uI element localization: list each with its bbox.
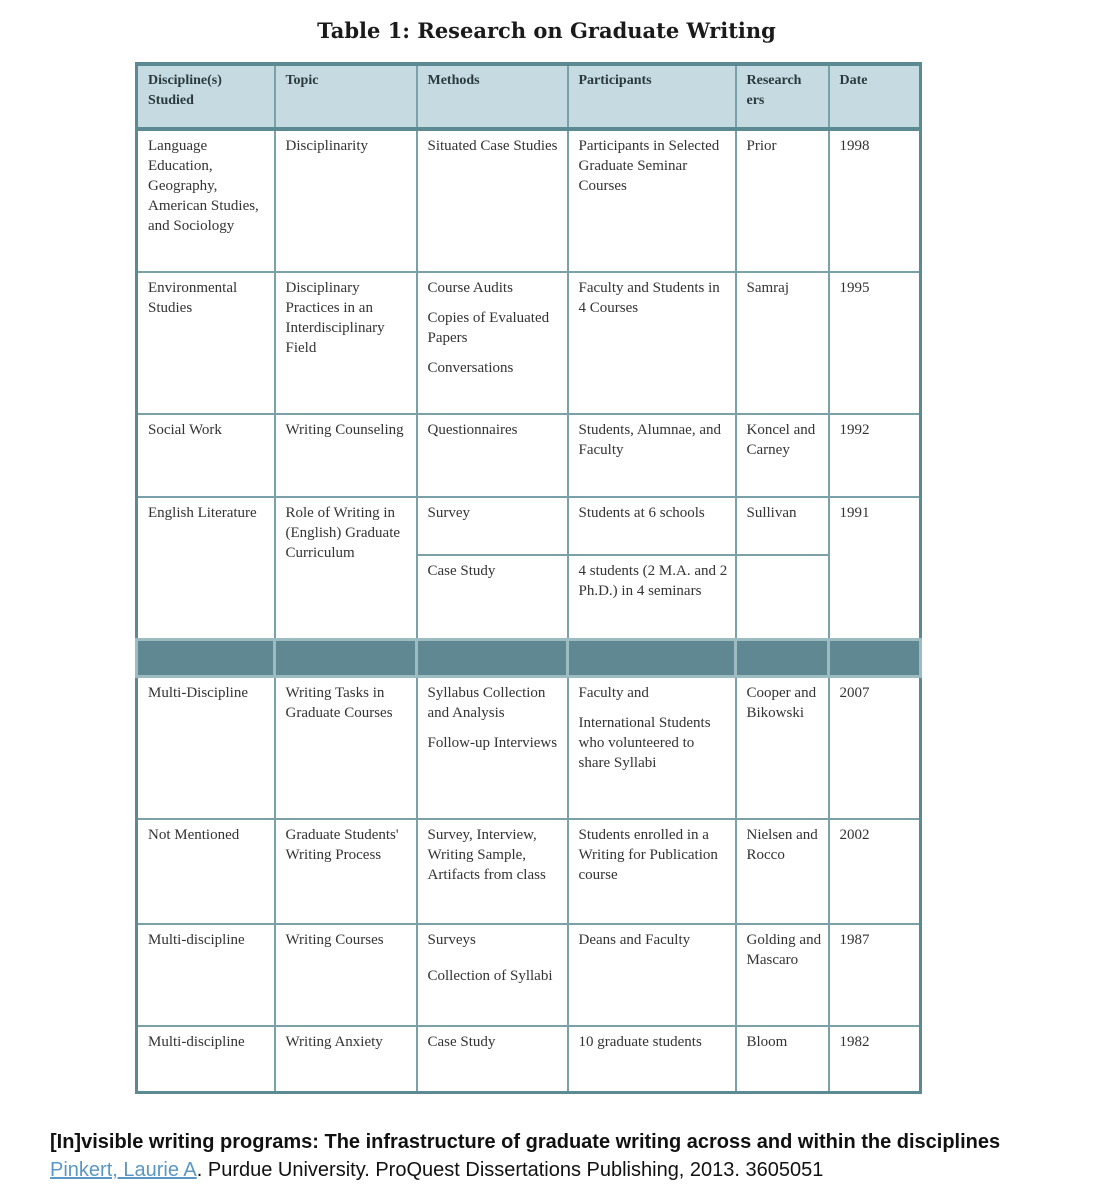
citation-details: . Purdue University. ProQuest Dissertations Publishing, 2013. 3605051 [196, 1159, 824, 1181]
cell-methods [417, 272, 568, 415]
participant-item: Faculty and [578, 685, 649, 702]
cell-participants [568, 497, 736, 555]
cell-date: 1987 [829, 924, 921, 1026]
cell-researchers: Bloom [736, 1026, 829, 1092]
method-item: Case Study [427, 1034, 496, 1051]
cell-participants [568, 1026, 736, 1092]
cell-researchers: Nielsen and Rocco [736, 819, 829, 923]
participant-item: 4 students (2 M.A. and 2 Ph.D.) in 4 seminars [578, 562, 728, 599]
cell-methods [417, 1026, 568, 1092]
cell-discipline: Social Work [137, 414, 275, 496]
cell-researchers: Samraj [736, 272, 829, 415]
participant-item: Students, Alumnae, and Faculty [578, 422, 721, 459]
cell-methods [417, 677, 568, 820]
author-link[interactable]: Pinkert, Laurie A [50, 1159, 197, 1181]
cell-researchers: Prior [736, 129, 829, 272]
method-item: Case Study [427, 562, 496, 579]
cell-date: 1992 [829, 414, 921, 496]
method-item: Copies of Evaluated Papers [427, 309, 550, 346]
table-row [137, 129, 921, 272]
cell-methods [417, 497, 568, 555]
header-participants: Participants [568, 64, 736, 129]
participant-item: 10 graduate students [578, 1034, 702, 1051]
method-item: Survey, Interview, Writing Sample, Artifacts from class [427, 827, 546, 884]
participant-item: International Students who volunteered to share Syllabi [578, 715, 711, 772]
cell-participants [568, 414, 736, 496]
cell-participants [568, 129, 736, 272]
method-item: Follow-up Interviews [427, 735, 558, 752]
cell-researchers-empty [736, 555, 829, 639]
header-methods: Methods [417, 64, 568, 129]
cell-topic: Writing Anxiety [275, 1026, 417, 1092]
method-item: Collection of Syllabi [427, 967, 553, 984]
header-date: Date [829, 64, 921, 129]
cell-discipline: Language Education, Geography, American Studies, and Sociology [137, 129, 275, 272]
citation-title: [In]visible writing programs: The infrastructure of graduate writing across and within the disciplines [50, 1131, 1001, 1153]
cell-researchers: Cooper and Bikowski [736, 677, 829, 820]
cell-date: 1998 [829, 129, 921, 272]
cell-methods [417, 129, 568, 272]
table-row [137, 924, 921, 1026]
cell-participants [568, 819, 736, 923]
cell-date: 2002 [829, 819, 921, 923]
cell-date: 1995 [829, 272, 921, 415]
cell-discipline: Multi-discipline [137, 1026, 275, 1092]
method-item: Questionnaires [427, 422, 518, 439]
header-discipline: Discipline(s) Studied [137, 64, 275, 129]
participant-item: Deans and Faculty [578, 931, 691, 948]
cell-discipline: Multi-discipline [137, 924, 275, 1026]
method-item: Surveys [427, 931, 476, 948]
cell-topic: Writing Counseling [275, 414, 417, 496]
table-row [137, 819, 921, 923]
method-item: Syllabus Collection and Analysis [427, 685, 546, 722]
method-item: Situated Case Studies [427, 138, 558, 154]
cell-discipline: English Literature [137, 497, 275, 640]
cell-participants [568, 555, 736, 639]
cell-researchers: Sullivan [736, 497, 829, 555]
participant-item: Faculty and Students in 4 Courses [578, 279, 720, 316]
cell-topic: Role of Writing in (English) Graduate Curriculum [275, 497, 417, 640]
cell-date: 1982 [829, 1026, 921, 1092]
table-row [137, 272, 921, 415]
research-table [135, 62, 922, 1094]
cell-discipline: Not Mentioned [137, 819, 275, 923]
method-item: Course Audits [427, 279, 513, 296]
header-topic: Topic [275, 64, 417, 129]
cell-researchers: Golding and Mascaro [736, 924, 829, 1026]
cell-topic: Graduate Students' Writing Process [275, 819, 417, 923]
table-row [137, 414, 921, 496]
method-item: Conversations [427, 359, 514, 376]
header-researchers: Research ers [736, 64, 829, 129]
cell-participants [568, 272, 736, 415]
cell-date: 2007 [829, 677, 921, 820]
citation-caption [50, 1128, 1080, 1184]
cell-date: 1991 [829, 497, 921, 640]
participant-item: Students at 6 schools [578, 504, 705, 521]
cell-topic: Writing Courses [275, 924, 417, 1026]
participant-item: Participants in Selected Graduate Seminar Courses [578, 138, 720, 194]
method-item: Survey [427, 504, 470, 521]
table-title: Table 1: Research on Graduate Writing [317, 18, 776, 43]
citation-source [50, 1156, 1080, 1184]
cell-topic: Writing Tasks in Graduate Courses [275, 677, 417, 820]
cell-methods [417, 819, 568, 923]
table-row [137, 1026, 921, 1092]
cell-participants [568, 677, 736, 820]
participant-item: Students enrolled in a Writing for Publication course [578, 827, 718, 884]
cell-topic: Disciplinary Practices in an Interdisciplinary Field [275, 272, 417, 415]
header-row [137, 64, 921, 129]
cell-topic: Disciplinarity [275, 129, 417, 272]
cell-researchers: Koncel and Carney [736, 414, 829, 496]
table-row [137, 677, 921, 820]
table-row [137, 497, 921, 555]
cell-methods [417, 555, 568, 639]
divider-row [137, 639, 921, 676]
cell-discipline: Multi-Discipline [137, 677, 275, 820]
cell-methods [417, 414, 568, 496]
cell-methods [417, 924, 568, 1026]
cell-participants [568, 924, 736, 1026]
cell-discipline: Environmental Studies [137, 272, 275, 415]
